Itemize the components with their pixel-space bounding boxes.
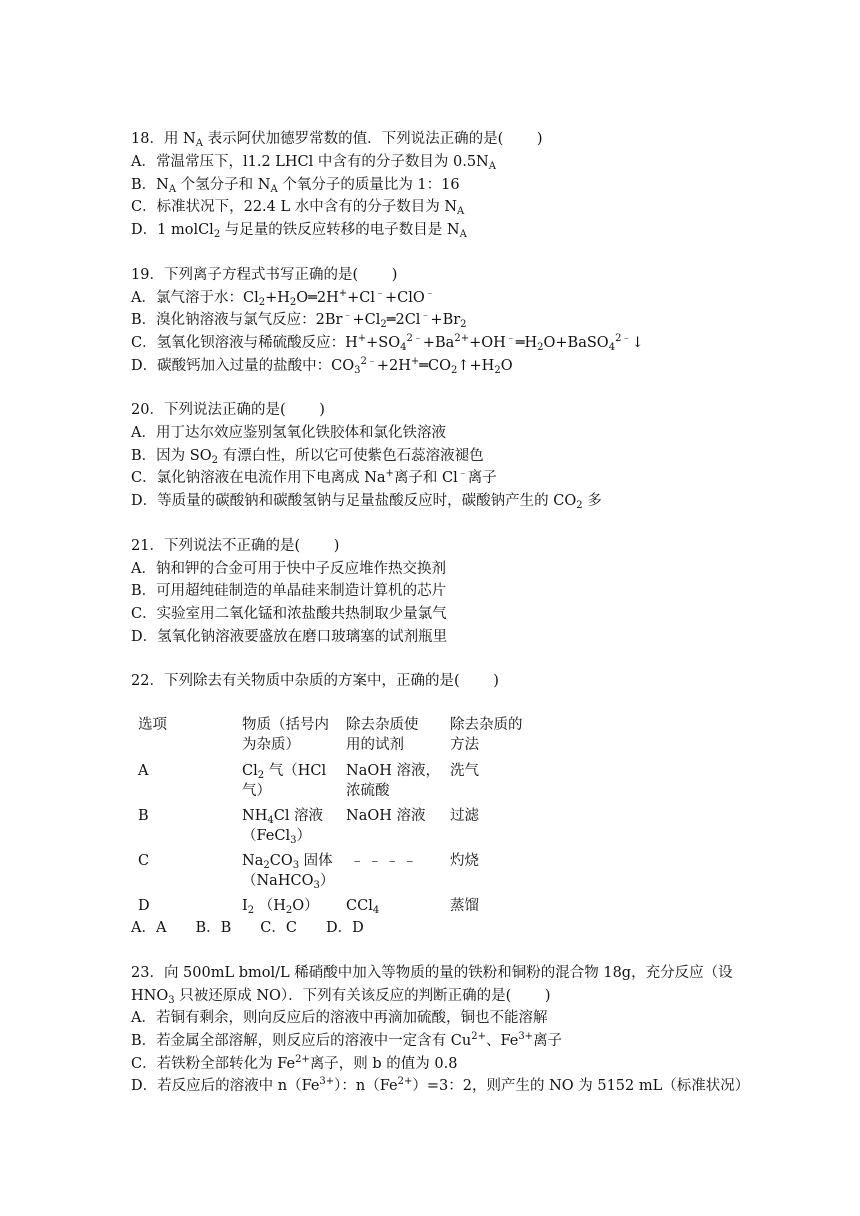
q20-option-a: A．用丁达尔效应鉴别氢氧化铁胶体和氯化铁溶液: [131, 425, 446, 441]
q23-option-d: D．若反应后的溶液中 $n(Fe^{3+})$：$n(Fe^{2+})=3$：2，则产生的 NO 为 5152 mL（标准状况）: [131, 1076, 750, 1094]
table-row-a-option: A: [138, 763, 149, 779]
q23-stem-line1: 23．向 500mL bmol/L 稀硝酸中加入等物质的量的铁粉和铜粉的混合物 18g，充分反应（设: [131, 965, 733, 981]
table-row-d-option: D: [138, 898, 150, 914]
q18-option-d: D．1 molCl$_2$ 与足量的铁反应转移的电子数目是 $N_A$: [131, 222, 467, 240]
q19-option-c: C．氢氧化钡溶液与稀硫酸反应：$H^++SO_4^{2﹣}+Ba^{2+}+OH^﹣═H_2O+BaSO_4^{2﹣}↓$: [131, 333, 644, 353]
q19-stem: 19．下列离子方程式书写正确的是( ): [131, 267, 398, 283]
table-header-reagent: 除去杂质使 用的试剂: [346, 717, 419, 753]
q20-option-c: C．氯化钠溶液在电流作用下电离成 Na+离子和 Cl﹣离子: [131, 468, 497, 486]
q20-option-d: D．等质量的碳酸钠和碳酸氢钠与足量盐酸反应时，碳酸钠产生的 $CO_2$ 多: [131, 493, 602, 511]
table-row-a-reagent: NaOH 溶液， 浓硫酸: [346, 763, 440, 799]
table-header-option: 选项: [138, 717, 167, 733]
q18-option-b: B．$N_A$ 个氢分子和 $N_A$ 个氧分子的质量比为 1：16: [131, 177, 460, 195]
table-row-b-reagent: NaOH 溶液: [346, 808, 426, 824]
q21-stem: 21．下列说法不正确的是( ): [131, 538, 340, 554]
q20-stem: 20．下列说法正确的是( ): [131, 402, 325, 418]
table-row-a-substance: $Cl_2$ 气（HCl 气）: [242, 763, 327, 799]
table-row-c-method: 灼烧: [450, 853, 479, 869]
q19-option-d: D．碳酸钙加入过量的盐酸中：$CO_3^{2﹣}+2H^+═CO_2↑+H_2O$: [131, 356, 513, 376]
q23-stem-line2: $HNO_3$ 只被还原成 NO）．下列有关该反应的判断正确的是( ): [131, 988, 551, 1006]
table-row-d-method: 蒸馏: [450, 898, 479, 914]
table-row-d-reagent: CCl$_4$: [346, 898, 380, 916]
q20-option-b: B．因为 $SO_2$ 有漂白性，所以它可使紫色石蕊溶液褪色: [131, 448, 484, 466]
table-row-b-option: B: [138, 808, 149, 824]
table-row-b-substance: $NH_4Cl$ 溶液 （FeCl$_3$）: [242, 808, 324, 846]
q18-stem: 18．用 $N_A$ 表示阿伏加德罗常数的值．下列说法正确的是( ): [131, 131, 543, 149]
table-header-substance: 物质（括号内 为杂质）: [242, 717, 329, 753]
table-row-a-method: 洗气: [450, 763, 479, 779]
q18-option-c: C．标准状况下，22.4 L 水中含有的分子数目为 $N_A$: [131, 199, 465, 217]
table-row-c-reagent: ﹣﹣﹣﹣: [350, 853, 420, 869]
q23-option-b: B．若金属全部溶解，则反应后的溶液中一定含有 $Cu^{2+}$、$Fe^{3+}$离子: [131, 1031, 563, 1049]
q21-option-b: B．可用超纯硅制造的单晶硅来制造计算机的芯片: [131, 583, 447, 599]
q23-option-c: C．若铁粉全部转化为 $Fe^{2+}$离子，则 b 的值为 0.8: [131, 1054, 458, 1072]
table-row-c-option: C: [138, 853, 150, 869]
table-row-c-substance: $Na_2CO_3$ 固体 （NaHCO$_3$）: [242, 853, 335, 891]
q23-option-a: A．若铜有剩余，则向反应后的溶液中再滴加硫酸，铜也不能溶解: [131, 1010, 548, 1026]
q21-option-c: C．实验室用二氧化锰和浓盐酸共热制取少量氯气: [131, 606, 447, 622]
q22-stem: 22．下列除去有关物质中杂质的方案中，正确的是( ): [131, 673, 499, 689]
table-row-d-substance: $I_2$ $(H_2O)$: [242, 898, 319, 916]
q18-option-a: A．常温常压下，l1.2 LHCl 中含有的分子数目为 $0.5N_A$: [131, 154, 496, 172]
table-row-b-method: 过滤: [450, 808, 479, 824]
q22-answer-options: A．A B．B C．C D．D: [131, 920, 364, 936]
q19-option-b: B．溴化钠溶液与氯气反应：$2Br^﹣+Cl_2═2Cl^﹣+Br_2$: [131, 310, 467, 330]
table-header-method: 除去杂质的 方法: [450, 717, 523, 753]
q21-option-d: D．氢氧化钠溶液要盛放在磨口玻璃塞的试剂瓶里: [131, 629, 448, 645]
q19-option-a: A．氯气溶于水：$Cl_2+H_2O═2H^++Cl^﹣+ClO^﹣$: [131, 288, 435, 308]
q21-option-a: A．钠和钾的合金可用于快中子反应堆作热交换剂: [131, 561, 446, 577]
